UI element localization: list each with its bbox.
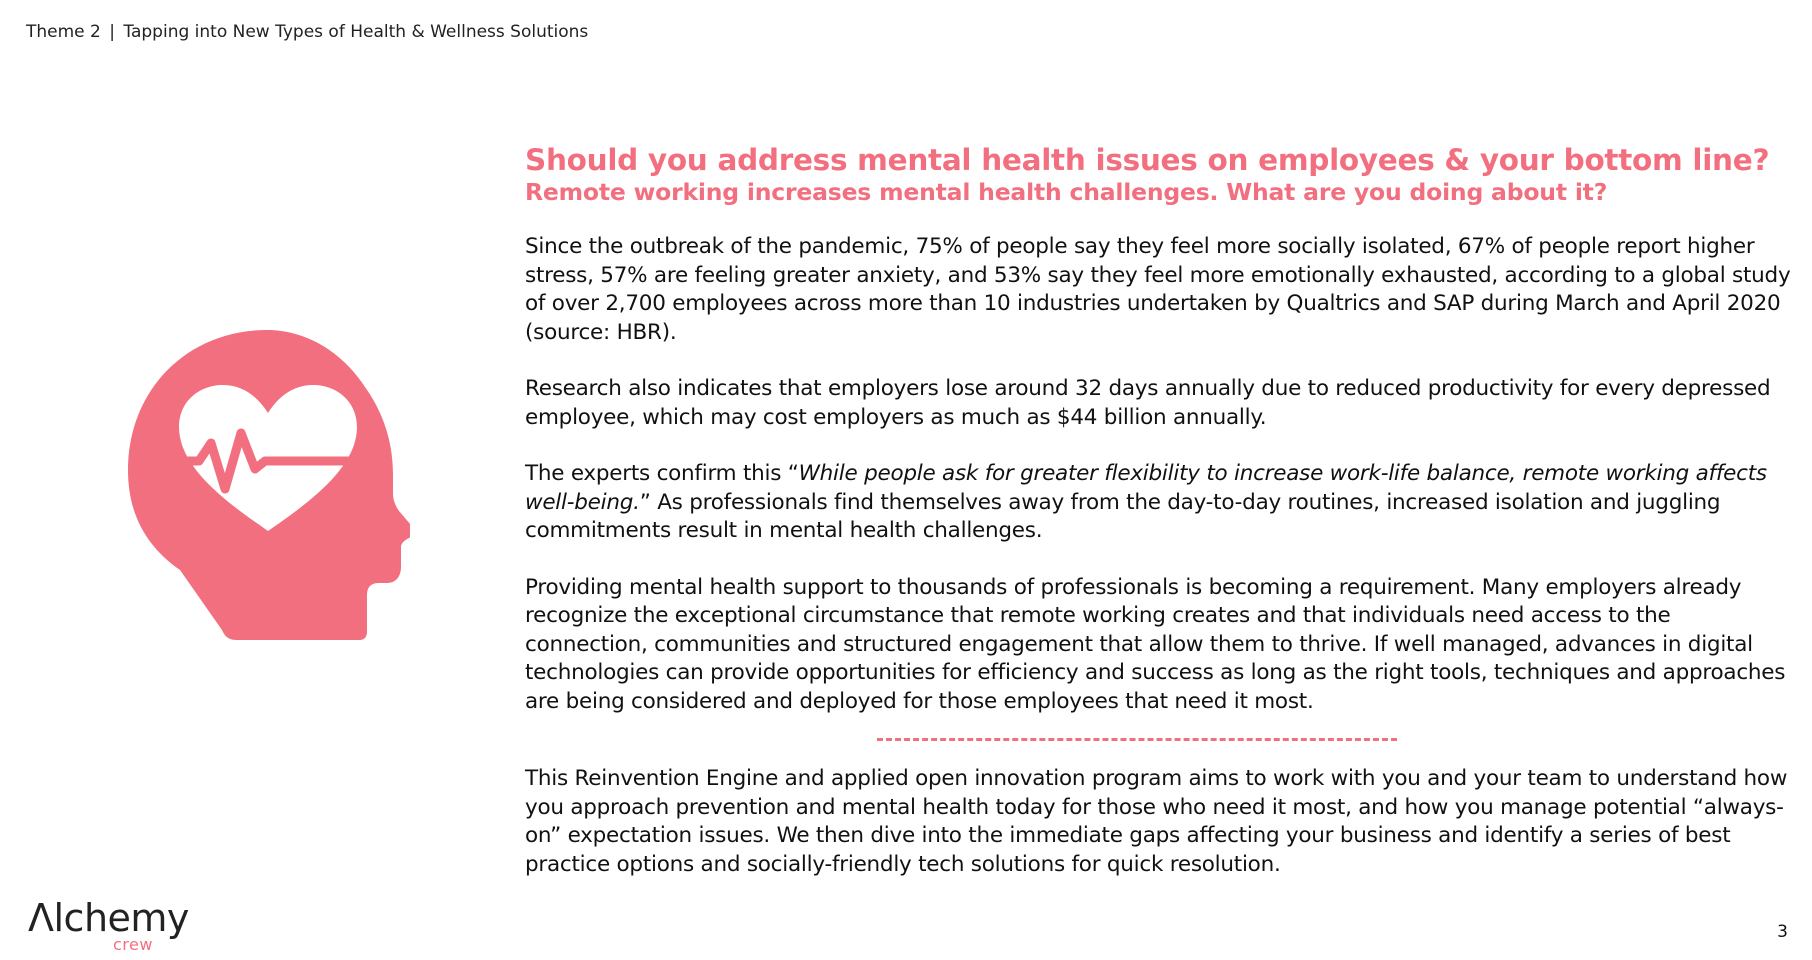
alchemy-crew-logo (28, 898, 188, 956)
paragraph-support-requirement: Providing mental health support to thousands of professionals is becoming a requirement. Many employers already recognize the exceptional circumstance that remote working creates and that individuals need access to the connection, communities and structured engagement that allow them to thrive. If well managed, advances in digital technologies can provide opportunities for efficiency and success as long as the right tools, techniques and approaches are being considered and deployed for those employees that need it most. (525, 574, 1786, 714)
quote-followup: ” As professionals find themselves away from the day-to-day routines, increased isolation and juggling commitments result in mental health challenges. (525, 489, 1721, 543)
theme-label: Theme 2 (26, 22, 101, 42)
page-number: 3 (1777, 922, 1788, 942)
dashed-divider (877, 738, 1397, 741)
page-title: Should you address mental health issues on employees & your bottom line? (525, 143, 1770, 177)
header-title: Tapping into New Types of Health & Wellness Solutions (123, 22, 589, 42)
logo-wordmark: Ʌlchemy (28, 896, 189, 940)
paragraph-program-description: This Reinvention Engine and applied open innovation program aims to work with you and your team to understand how you approach prevention and mental health today for those who need it most, and how you manage potential “always-on” expectation issues. We then dive into the immediate gaps affecting your business and identify a series of best practice options and socially-friendly tech solutions for quick resolution. (525, 766, 1788, 877)
slide-header (26, 22, 588, 42)
header-separator: | (109, 22, 115, 42)
paragraph-pandemic-stats: Since the outbreak of the pandemic, 75% of people say they feel more socially isolated, 67% of people report higher stress, 57% are feeling greater anxiety, and 53% say they feel more emotionally exhausted, according to a global study of over 2,700 employees across more than 10 industries undertaken by Qualtrics and SAP during March and April 2020 (source: HBR). (525, 234, 1791, 345)
paragraph-productivity-cost: Research also indicates that employers lose around 32 days annually due to reduced productivity for every depressed employee, which may cost employers as much as $44 billion annually. (525, 376, 1771, 430)
mental-health-head-heart-icon (125, 325, 410, 645)
expert-quote: While people ask for greater flexibility to increase work-life balance, remote working affects well-being. (525, 461, 1767, 515)
main-content (525, 142, 1795, 907)
paragraph-experts-quote (525, 460, 1795, 546)
quote-intro: The experts confirm this “ (525, 461, 799, 486)
page-subtitle: Remote working increases mental health challenges. What are you doing about it? (525, 178, 1608, 206)
logo-subtext: crew (113, 935, 153, 954)
